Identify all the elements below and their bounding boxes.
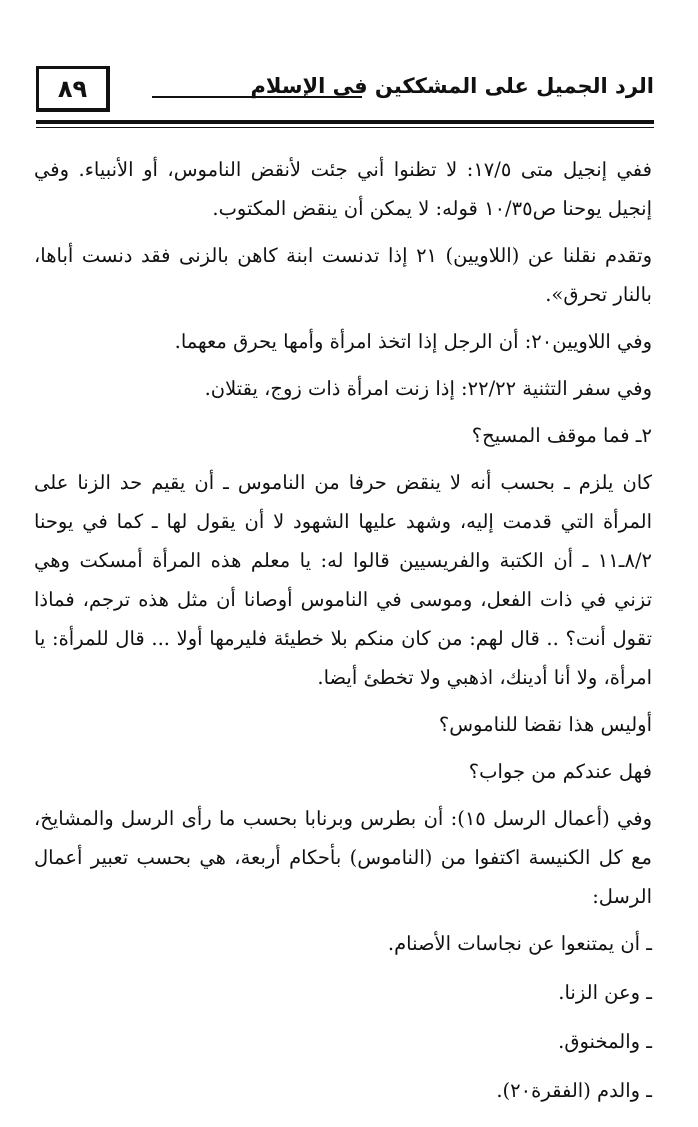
header-divider-thin [36,127,654,128]
section-heading-christ-position: ٢ـ فما موقف المسيح؟ [471,424,652,447]
paragraph-question-abrogation: أوليس هذا نقضا للناموس؟ [438,713,652,736]
page-body [34,150,652,1120]
paragraph-john-8: كان يلزم ـ بحسب أنه لا ينقض حرفا من الناموس ـ أن يقيم حد الزنا على المرأة التي قدمت إليه، وشهد عليها الشهود لا أن يقول لها ـ كما في يوحنا ٨/٢ـ١١ ـ أن الكتبة والفريسيين قالوا له: يا معلم هذه المرأة أمسكت وهي تزني في ذات الفعل، وموسى في الناموس أوصانا أن مثل هذه ترجم، فماذا تقول أنت؟ .. قال لهم: من كان منكم بلا خطيئة فليرمها أولا ... قال للمرأة: يا امرأة، ولا أنا أدينك، اذهبي ولا تخطئ أيضا. [34,471,652,689]
page-header [36,66,654,118]
list-item: ـ وعن الزنا. [558,981,652,1004]
header-divider-thick [36,120,654,124]
paragraph-deuteronomy: وفي سفر التثنية ٢٢/٢٢: إذا زنت امرأة ذات زوج، يقتلان. [204,377,652,400]
list-item: ـ أن يمتنعوا عن نجاسات الأصنام. [387,932,652,955]
paragraph-leviticus-21: وتقدم نقلنا عن (اللاويين) ٢١ إذا تدنست ابنة كاهن بالزنى فقد دنست أباها، بالنار تحرق». [34,244,652,306]
running-title: الرد الجميل على المشككين في الإسلام [250,74,654,98]
paragraph-leviticus-20: وفي اللاويين٢٠: أن الرجل إذا اتخذ امرأة وأمها يحرق معهما. [174,330,652,353]
paragraph-matthew-john: ففي إنجيل متى ١٧/٥: لا تظنوا أني جئت لأنقض الناموس، أو الأنبياء. وفي إنجيل يوحنا ص١٠/٣٥ قوله: لا يمكن أن ينقض المكتوب. [34,158,652,220]
paragraph-question-answer: فهل عندكم من جواب؟ [468,760,652,783]
page-number: ٨٩ [36,66,110,112]
list-item: ـ والدم (الفقرة٢٠). [496,1079,652,1102]
list-item: ـ والمخنوق. [558,1030,652,1053]
paragraph-acts-15: وفي (أعمال الرسل ١٥): أن بطرس وبرنابا بحسب ما رأى الرسل والمشايخ، مع كل الكنيسة اكتفوا من (الناموس) بأحكام أربعة، هي بحسب تعبير أعمال الرسل: [34,807,653,908]
